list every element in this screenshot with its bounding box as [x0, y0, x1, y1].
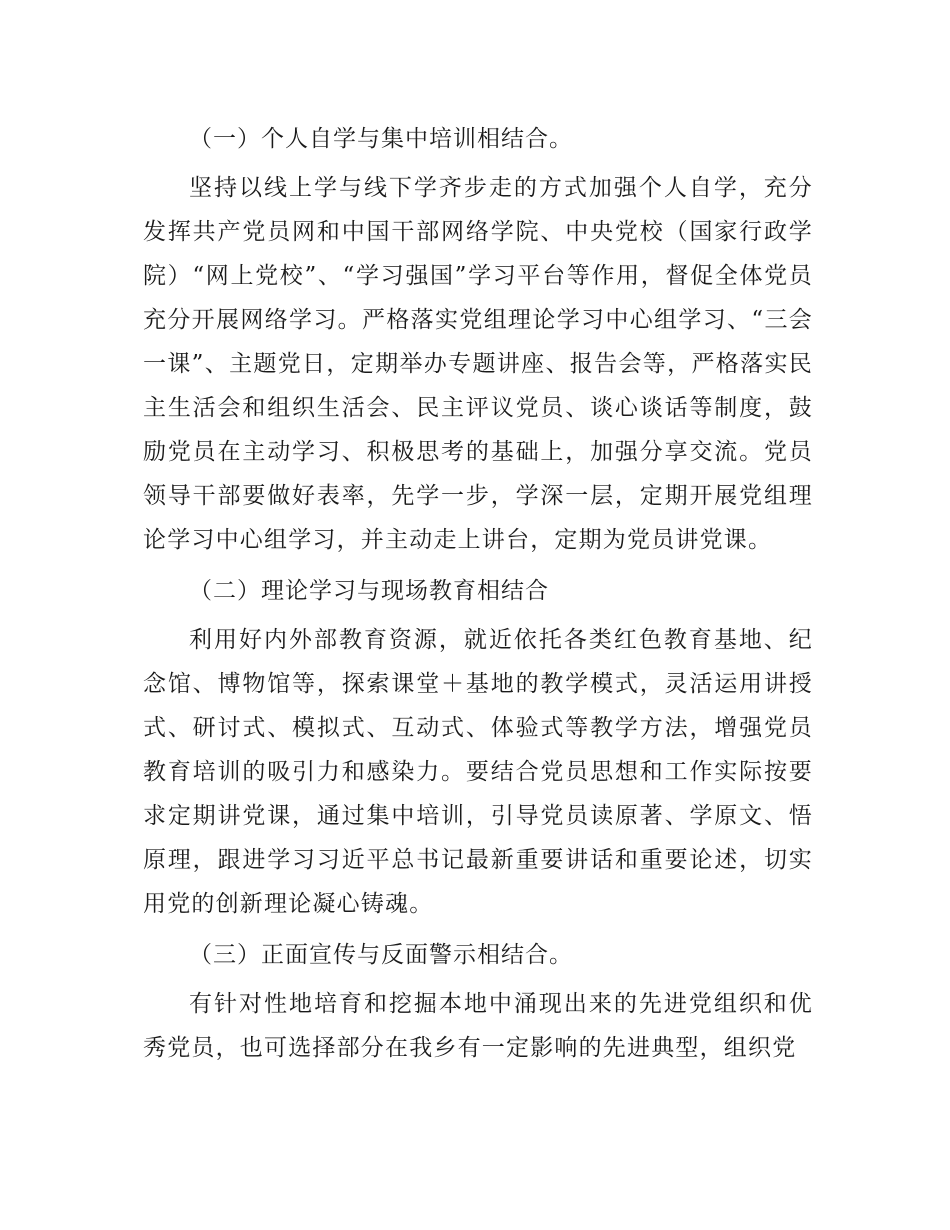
- section-2-heading: （二）理论学习与现场教育相结合: [189, 578, 549, 604]
- section-1-body: 坚持以线上学与线下学齐步走的方式加强个人自学，充分发挥共产党员网和中国干部网络学院、中央党校（国家行政学院）“网上党校”、“学习强国”学习平台等作用，督促全体党员充分开展网络学习。严格落实党组理论学习中心组学习、“三会一课”、主题党日，定期举办专题讲座、报告会等，严格落实民主生活会和组织生活会、民主评议党员、谈心谈话等制度，鼓励党员在主动学习、积极思考的基础上，加强分享交流。党员领导干部要做好表率，先学一步，学深一层，定期开展党组理论学习中心组学习，并主动走上讲台，定期为党员讲党课。: [143, 175, 813, 553]
- section-2-body: 利用好内外部教育资源，就近依托各类红色教育基地、纪念馆、博物馆等，探索课堂＋基地的教学模式，灵活运用讲授式、研讨式、模拟式、互动式、体验式等教学方法，增强党员教育培训的吸引力和感染力。要结合党员思想和工作实际按要求定期讲党课，通过集中培训，引导党员读原著、学原文、悟原理，跟进学习习近平总书记最新重要讲话和重要论述，切实用党的创新理论凝心铸魂。: [143, 627, 813, 917]
- section-3-heading: （三）正面宣传与反面警示相结合。: [189, 942, 573, 968]
- section-3-body: 有针对性地培育和挖掘本地中涌现出来的先进党组织和优秀党员，也可选择部分在我乡有一定影响的先进典型，组织党: [143, 991, 813, 1061]
- section-1-heading: （一）个人自学与集中培训相结合。: [189, 126, 573, 152]
- document-page: [143, 118, 813, 1070]
